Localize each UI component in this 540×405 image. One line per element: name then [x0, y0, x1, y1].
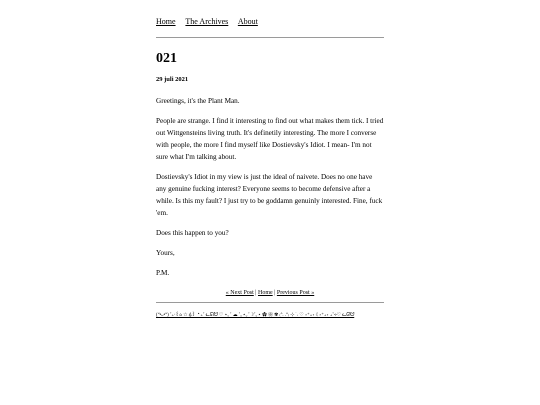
nav-link-archives[interactable]: The Archives — [185, 17, 229, 26]
header-divider — [156, 37, 384, 38]
footer-decoration — [156, 313, 354, 319]
nav-link-home[interactable]: Home — [156, 17, 176, 26]
pager-separator: | — [255, 290, 257, 296]
post-paragraph: Does this happen to you? — [156, 229, 229, 237]
post-date: 29 juli 2021 — [156, 76, 189, 83]
previous-post-link[interactable]: Previous Post » — [276, 290, 315, 296]
footer-link[interactable]: (ᐡ•ᴗ•ᐡ) ˚₊‧꒰ა ☆ ໒꒱ ‧₊˚ ᓚᘏᗢ ♡ ⋆｡˚ ☁︎ ˚｡⋆｡˚☽˚｡⋆ ✿ ❀ ✾ ₍ᐢ. .ᐢ₎ ⊹ ࣪ ˖ ♡ ⋆⁺₊⋆ ☾⋆⁺₊⋆ ₊˚⊹♡ ᓚᘏᗢ — [156, 313, 355, 318]
footer-divider — [156, 302, 384, 303]
post-title: 021 — [156, 51, 177, 66]
post-signature: P.M. — [156, 269, 170, 277]
post-paragraph: Dostievsky's Idiot in my view is just the ideal of naivete. Does no one have any genuine fucking interest? Everyone seems to become defensive after a while. Is this my fault? I just try to be goddamn genuinly interested. Fine, fuck 'em. — [156, 173, 383, 217]
post-paragraph: Greetings, it's the Plant Man. — [156, 97, 240, 105]
pager-separator: | — [274, 290, 276, 296]
main-nav — [156, 17, 266, 27]
post-body — [156, 95, 384, 287]
next-post-link[interactable]: « Next Post — [225, 290, 254, 296]
post-paragraph: People are strange. I find it interesting to find out what makes them tick. I tried out Wittgensteins living truth. It's definetily interesting. The more I converse with people, the more I find myself like Dostievsky's Idiot. I mean- I'm not sure what I'm talking about. — [156, 117, 384, 161]
nav-link-about[interactable]: About — [237, 17, 258, 26]
post-pager — [156, 289, 384, 297]
pager-home-link[interactable]: Home — [258, 290, 273, 296]
post-paragraph: Yours, — [156, 249, 175, 257]
